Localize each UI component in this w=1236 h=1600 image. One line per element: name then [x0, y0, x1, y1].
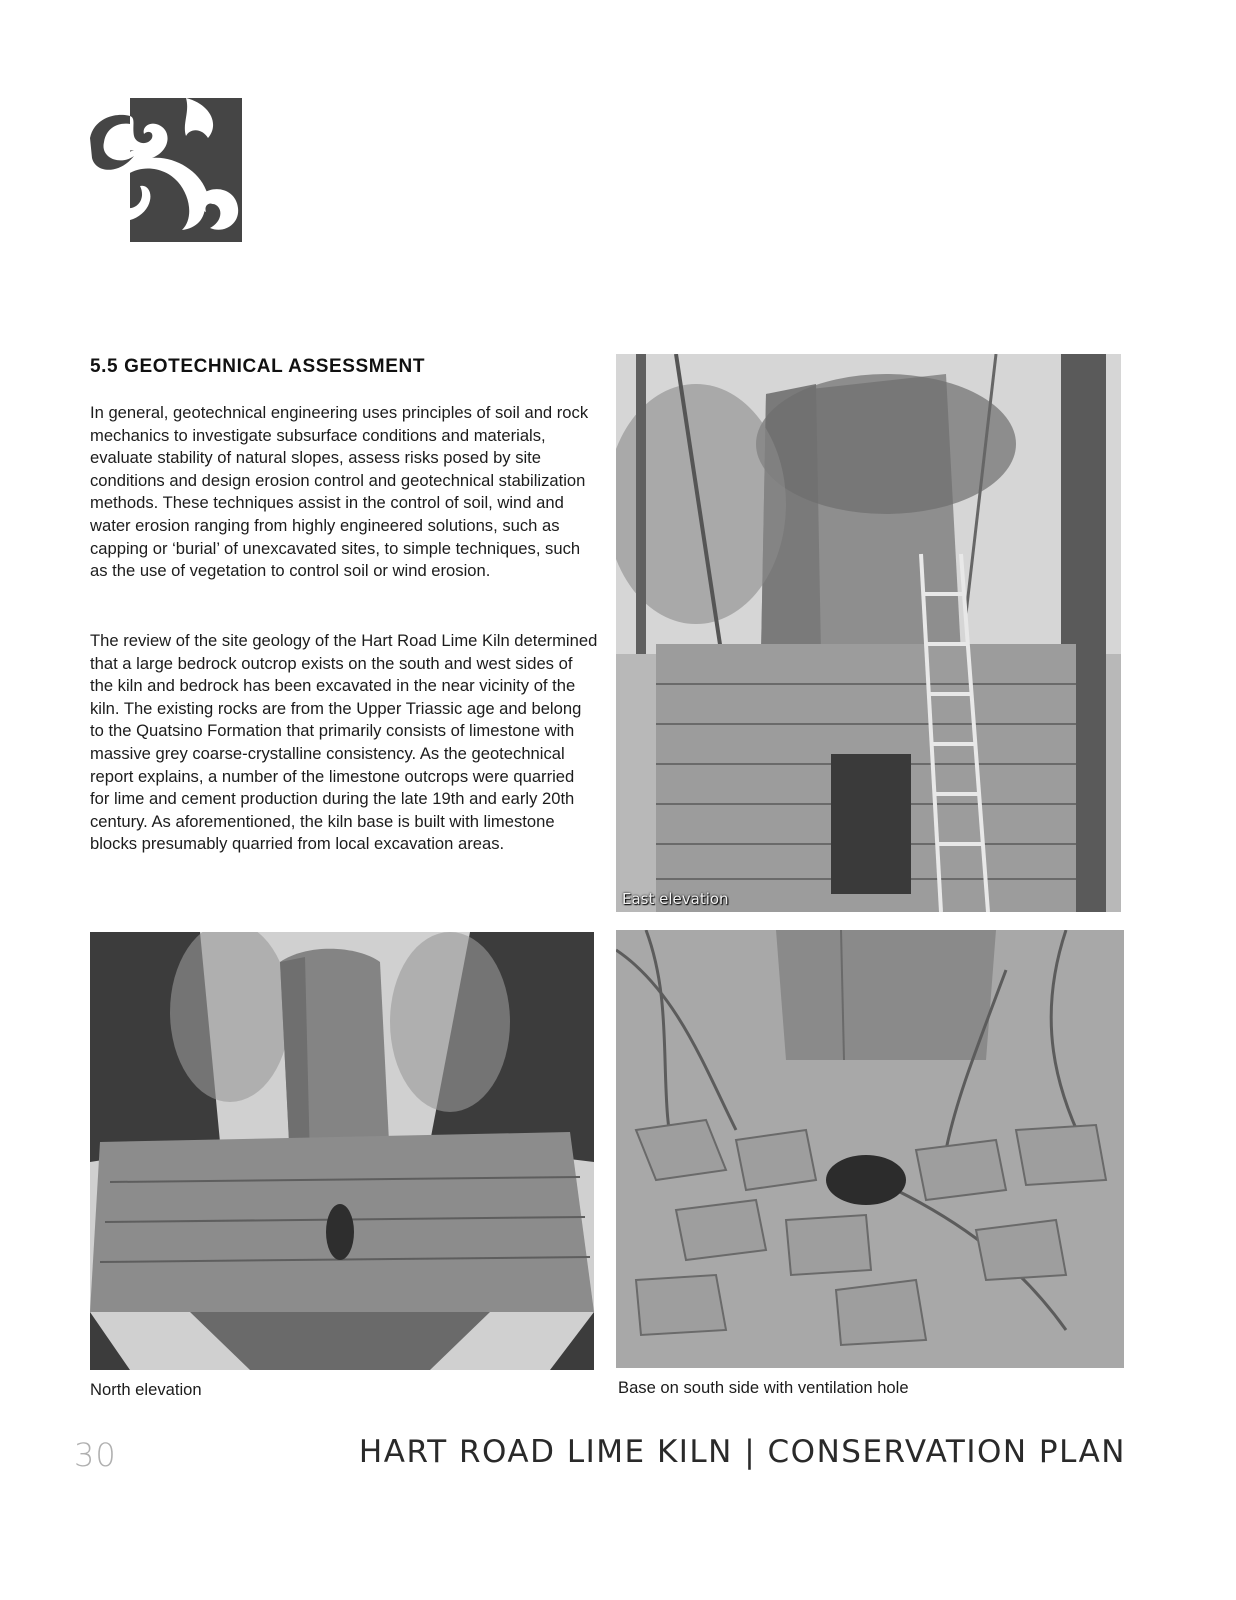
ampersand-logo-icon: [90, 98, 242, 242]
photo-east-elevation: [616, 354, 1121, 912]
photo-south-base: [616, 930, 1124, 1368]
photo-overlay-label: East elevation: [622, 890, 729, 908]
caption-south-base: Base on south side with ventilation hole: [618, 1378, 909, 1397]
photo-north-elevation: [90, 932, 594, 1370]
document-title: HART ROAD LIME KILN | CONSERVATION PLAN: [358, 1434, 1126, 1470]
caption-north-elevation: North elevation: [90, 1380, 202, 1399]
section-heading: 5.5 GEOTECHNICAL ASSESSMENT: [90, 356, 426, 377]
paragraph-site-geology: The review of the site geology of the Hart Road Lime Kiln determined that a large bedrock outcrop exists on the south and west sides of the kiln and bedrock has been excavated in the near vicinity of the kiln. The existing rocks are from the Upper Triassic age and belong to the Quatsino Formation that primarily consists of limestone with massive grey coarse-crystalline consistency. As the geotechnical report explains, a number of the limestone outcrops were quarried for lime and cement production during the late 19th and early 20th century. As aforementioned, the kiln base is built with limestone blocks presumably quarried from local excavation areas.: [90, 631, 598, 854]
page-number: 30: [74, 1436, 117, 1474]
paragraph-geotechnical-intro: In general, geotechnical engineering uses principles of soil and rock mechanics to investigate subsurface conditions and materials, evaluate stability of natural slopes, assess risks posed by site conditions and design erosion control and geotechnical stabilization methods. These techniques assist in the control of soil, wind and water erosion ranging from highly engineered solutions, such as capping or ‘burial’ of unexcavated sites, to simple techniques, such as the use of vegetation to control soil or wind erosion.: [90, 403, 589, 581]
